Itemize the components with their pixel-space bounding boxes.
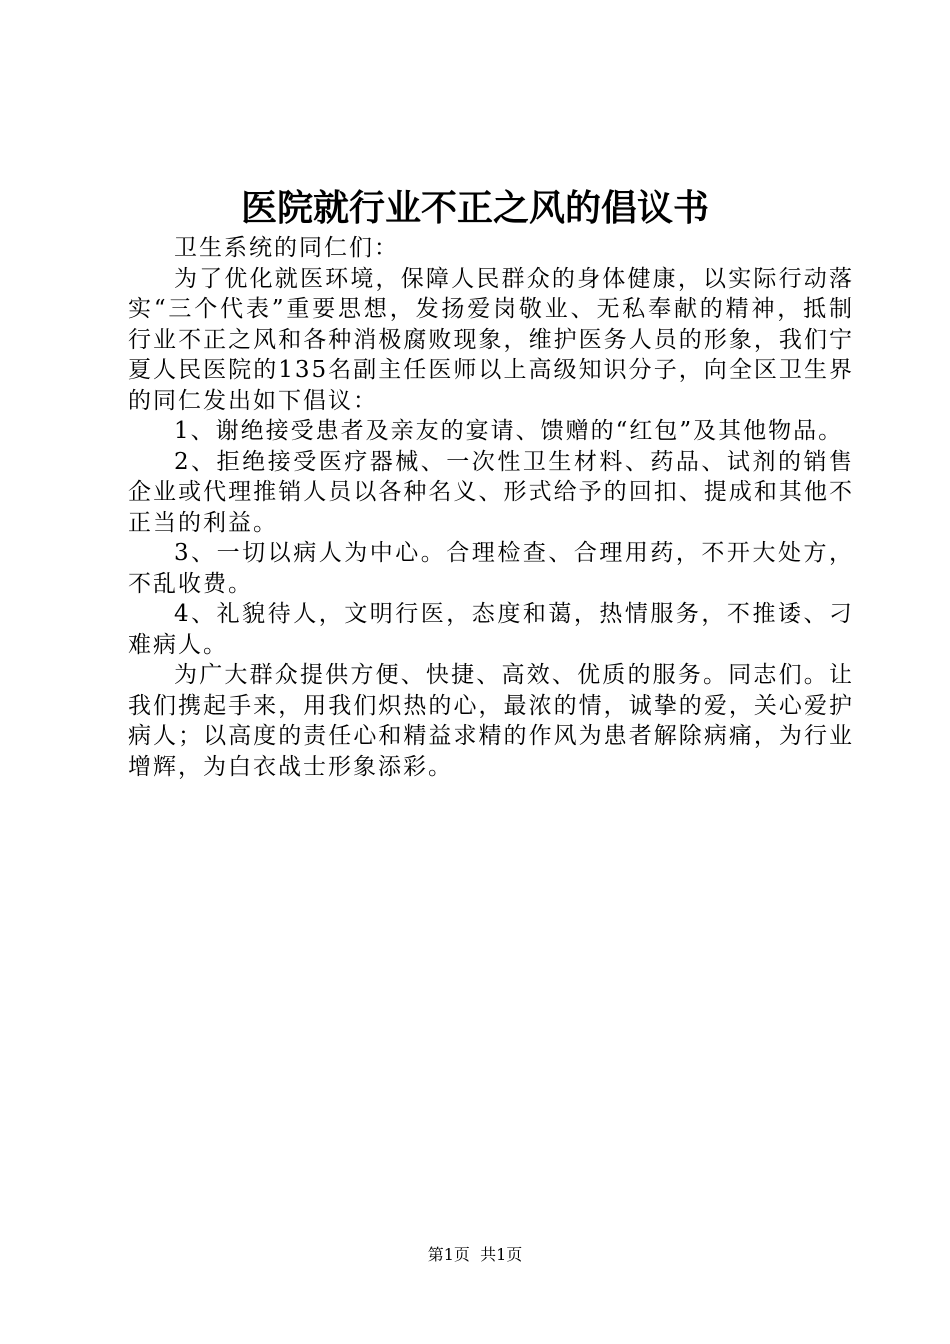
page-footer: [0, 1244, 950, 1266]
document-body: [128, 233, 854, 782]
document-title: 医院就行业不正之风的倡议书: [240, 188, 709, 229]
paragraph-intro: 为了优化就医环境，保障人民群众的身体健康，以实际行动落实“三个代表”重要思想，发扬爱岗敬业、无私奉献的精神，抵制行业不正之风和各种消极腐败现象，维护医务人员的形象，我们宁夏人民医院的135名副主任医师以上高级知识分子，向全区卫生界的同仁发出如下倡议：: [128, 265, 854, 414]
page-total: 共1页: [480, 1245, 523, 1264]
paragraph-closing: 为广大群众提供方便、快捷、高效、优质的服务。同志们。让我们携起手来，用我们炽热的心，最浓的情，诚挚的爱，关心爱护病人；以高度的责任心和精益求精的作风为患者解除病痛，为行业增辉，为白衣战士形象添彩。: [128, 662, 854, 780]
footer-separator: [470, 1245, 480, 1264]
proposal-item-2: 2、拒绝接受医疗器械、一次性卫生材料、药品、试剂的销售企业或代理推销人员以各种名义、形式给予的回扣、提成和其他不正当的利益。: [128, 448, 854, 536]
page-number: 第1页: [427, 1245, 470, 1264]
proposal-item-1: 1、谢绝接受患者及亲友的宴请、馈赠的“红包”及其他物品。: [174, 418, 844, 444]
salutation: 卫生系统的同仁们：: [174, 235, 399, 261]
proposal-item-3: 3、一切以病人为中心。合理检查、合理用药，不开大处方，不乱收费。: [128, 540, 854, 597]
proposal-item-4: 4、礼貌待人，文明行医，态度和蔼，热情服务，不推诿、刁难病人。: [128, 601, 854, 658]
